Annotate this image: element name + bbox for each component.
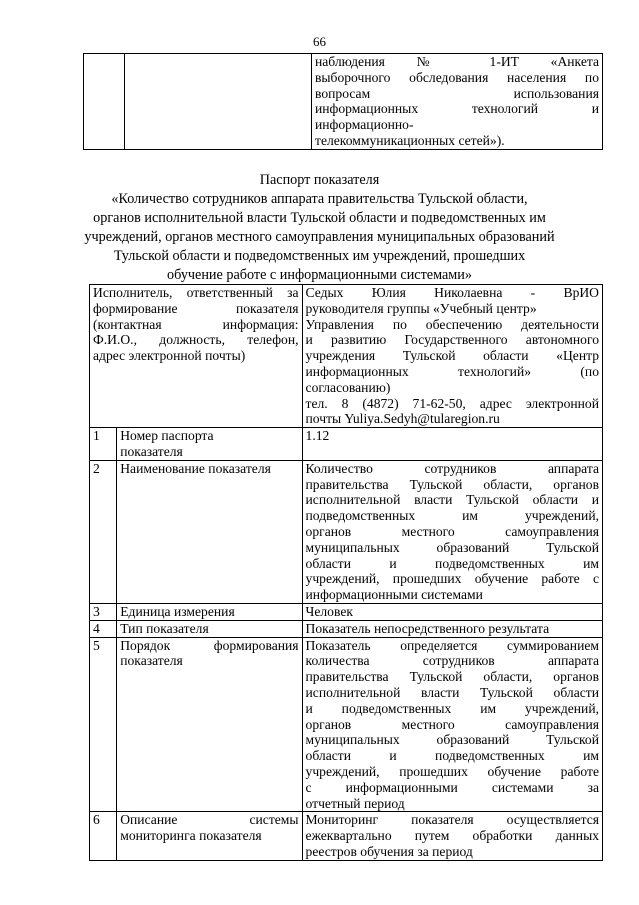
cell-line: информационно- (315, 117, 414, 133)
row-number: 2 (90, 460, 117, 603)
heading-line: обучение работе с информационными системами» (167, 266, 472, 283)
cell-line: показателя (120, 443, 183, 459)
cell-line: Наименование показателя (120, 460, 271, 476)
row-name-cell (117, 812, 302, 860)
table-cell-empty (84, 54, 125, 150)
cell-line: муниципальных образований Тульской (305, 539, 599, 555)
cell-line: Номер паспорта (120, 428, 214, 444)
cell-line: с информационными системами за (305, 779, 599, 795)
cell-line: информационными системами (305, 587, 483, 603)
passport-table (89, 284, 603, 861)
cell-line: мониторинга показателя (120, 828, 262, 844)
row-name-cell (117, 603, 302, 620)
cell-line: Мониторинг показателя осуществляется (305, 812, 599, 828)
cell-line: руководителя группы «Учебный центр» (305, 300, 537, 316)
cell-line: адрес электронной почты) (93, 348, 246, 364)
cell-line: Человек (305, 603, 353, 619)
cell-line: наблюдения № 1-ИТ «Анкета (315, 54, 599, 69)
cell-line: информационных технологий и (315, 101, 599, 117)
cell-line: Показатель непосредственного результата (305, 620, 550, 636)
cell-line: (контактная информация: (93, 316, 299, 332)
cell-line: информационных технологий» (по (305, 363, 599, 379)
row-name-cell (117, 620, 302, 637)
cell-line: учреждения Тульской области «Центр (305, 348, 599, 364)
table-row (90, 460, 603, 603)
executor-label-cell (90, 285, 303, 428)
heading-line: органов исполнительной власти Тульской области и подведомственных им (93, 209, 546, 226)
cell-line: и развитию Государственного автономного (305, 332, 599, 348)
table-row (90, 637, 603, 812)
cell-line: Седых Юлия Николаевна - ВрИО (305, 285, 599, 300)
table-row (90, 603, 603, 620)
cell-line: Порядок формирования (120, 637, 299, 653)
table-row (90, 428, 603, 461)
page-number: 66 (313, 34, 326, 49)
cell-line: показателя (120, 653, 183, 669)
row-number: 1 (90, 428, 117, 461)
row-value-cell (302, 428, 602, 461)
heading-line: Тульской области и подведомственных им учреждений, прошедших (113, 247, 526, 264)
cell-line: Описание системы (120, 812, 299, 828)
cell-line: Тип показателя (120, 620, 209, 636)
row-name-cell (117, 637, 302, 812)
row-value-cell (302, 620, 602, 637)
cell-line: органов местного самоуправления (305, 523, 599, 539)
cell-line: согласованию) (305, 379, 391, 395)
row-value-cell (302, 603, 602, 620)
table-cell-empty (125, 54, 312, 150)
table-row-executor (90, 285, 603, 428)
cell-line: вопросам использования (315, 85, 599, 101)
cell-line: Управления по обеспечению деятельности (305, 316, 599, 332)
cell-line: органов местного самоуправления (305, 716, 599, 732)
cell-line: Ф.И.О., должность, телефон, (93, 332, 299, 348)
cell-line: Показатель определяется суммированием (305, 637, 599, 653)
cell-line: реестров обучения за период (305, 843, 473, 859)
cell-line: выборочного обследования населения по (315, 69, 599, 85)
cell-line: отчетный период (305, 795, 405, 811)
passport-heading (60, 171, 579, 284)
executor-value-cell (302, 285, 602, 428)
continuation-table (83, 53, 603, 150)
heading-line: Паспорт показателя (259, 172, 380, 188)
cell-line: учреждений, прошедших обучение работе (305, 763, 599, 779)
row-value-cell (302, 812, 602, 860)
heading-line: «Количество сотрудников аппарата правительства Тульской области, (111, 190, 528, 207)
cell-line: и подведомственных им учреждений, (305, 700, 599, 716)
cell-line: правительства Тульской области, органов (305, 669, 599, 685)
cell-line: почты Yuliya.Sedyh@tularegion.ru (305, 411, 500, 427)
table-row (90, 620, 603, 637)
row-number: 6 (90, 812, 117, 860)
cell-line: количества сотрудников аппарата (305, 653, 599, 669)
row-number: 4 (90, 620, 117, 637)
cell-line: исполнительной власти Тульской области (305, 684, 599, 700)
cell-line: области и подведомственных им (305, 555, 599, 571)
row-name-cell (117, 460, 302, 603)
cell-line: Исполнитель, ответственный за (93, 285, 299, 300)
cell-line: Единица измерения (120, 603, 235, 619)
cell-line: исполнительной власти Тульской области и (305, 492, 599, 508)
cell-line: тел. 8 (4872) 71-62-50, адрес электронной (305, 395, 599, 411)
cell-line: области и подведомственных им (305, 748, 599, 764)
row-number: 5 (90, 637, 117, 812)
cell-line: правительства Тульской области, органов (305, 476, 599, 492)
row-name-cell (117, 428, 302, 461)
row-value-cell (302, 637, 602, 812)
row-number: 3 (90, 603, 117, 620)
table-row (90, 812, 603, 860)
cell-line: ежеквартально путем обработки данных (305, 828, 599, 844)
cell-line: формирование показателя (93, 300, 299, 316)
table-row (84, 54, 603, 150)
cell-line: подведомственных им учреждений, (305, 508, 599, 524)
table-cell-source-note (312, 54, 603, 150)
heading-line: учреждений, органов местного самоуправления муниципальных образований (84, 228, 555, 245)
cell-line: Количество сотрудников аппарата (305, 460, 599, 476)
row-value-cell (302, 460, 602, 603)
cell-line: 1.12 (305, 428, 330, 444)
cell-line: муниципальных образований Тульской (305, 732, 599, 748)
cell-line: телекоммуникационных сетей»). (315, 132, 505, 148)
cell-line: учреждений, прошедших обучение работе с (305, 571, 599, 587)
